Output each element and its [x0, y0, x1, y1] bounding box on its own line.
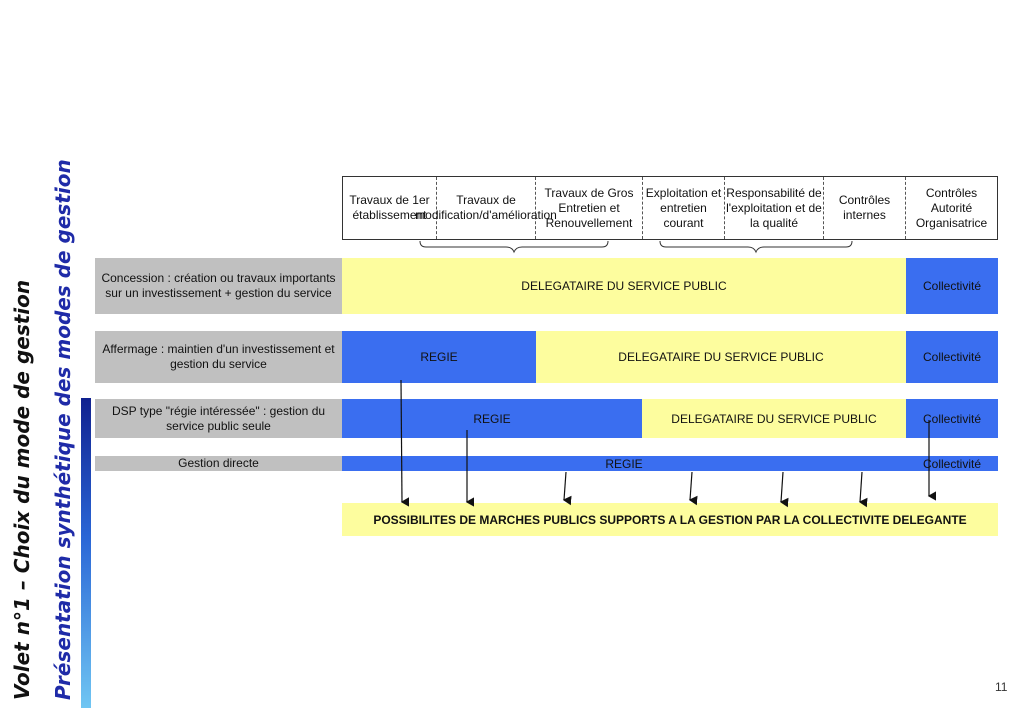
row-regie-interessee-collectivite: Collectivité — [906, 399, 998, 438]
row-label-regie-interessee: DSP type "régie intéressée" : gestion du service public seule — [95, 399, 342, 438]
header-controles-internes: Contrôles internes — [824, 177, 906, 239]
header-responsabilite: Responsabilité de l'exploitation et de la qualité — [725, 177, 824, 239]
header-travaux-modification: Travaux de modification/d'amélioration — [437, 177, 536, 239]
gradient-side-bar — [81, 398, 91, 708]
brace-exploitation — [660, 241, 852, 252]
page-number: 11 — [995, 680, 1008, 694]
row-concession-collectivite: Collectivité — [906, 258, 998, 314]
presentation-title: Présentation synthétique des modes de gestion — [51, 159, 75, 700]
arrow-5 — [781, 472, 783, 502]
header-controles-autorite: Contrôles Autorité Organisatrice — [915, 185, 988, 230]
row-regie-interessee-regie: REGIE — [342, 399, 642, 438]
volet-title: Volet n°1 – Choix du mode de gestion — [10, 279, 34, 700]
header-table — [342, 176, 998, 240]
row-label-concession: Concession : création ou travaux importants sur un investissement + gestion du service — [95, 258, 342, 314]
arrow-3 — [564, 472, 566, 500]
row-affermage-delegataire: DELEGATAIRE DU SERVICE PUBLIC — [536, 331, 906, 383]
row-gestion-directe-regie: REGIE — [342, 456, 906, 471]
row-regie-interessee-delegataire: DELEGATAIRE DU SERVICE PUBLIC — [642, 399, 906, 438]
header-travaux-1er: Travaux de 1er établissement — [343, 177, 437, 239]
row-label-gestion-directe: Gestion directe — [95, 456, 342, 471]
marches-publics-banner: POSSIBILITES DE MARCHES PUBLICS SUPPORTS A LA GESTION PAR LA COLLECTIVITE DELEGANTE — [342, 503, 998, 536]
row-label-affermage: Affermage : maintien d'un investissement et gestion du service — [95, 331, 342, 383]
brace-travaux — [420, 241, 608, 252]
header-travaux-gros-entretien: Travaux de Gros Entretien et Renouvellement — [536, 177, 643, 239]
row-affermage-regie: REGIE — [342, 331, 536, 383]
header-exploitation: Exploitation et entretien courant — [643, 177, 725, 239]
row-concession-delegataire: DELEGATAIRE DU SERVICE PUBLIC — [342, 258, 906, 314]
arrow-6 — [860, 472, 862, 502]
row-gestion-directe-collectivite: Collectivité — [906, 456, 998, 471]
row-affermage-collectivite: Collectivité — [906, 331, 998, 383]
arrow-4 — [690, 472, 692, 500]
